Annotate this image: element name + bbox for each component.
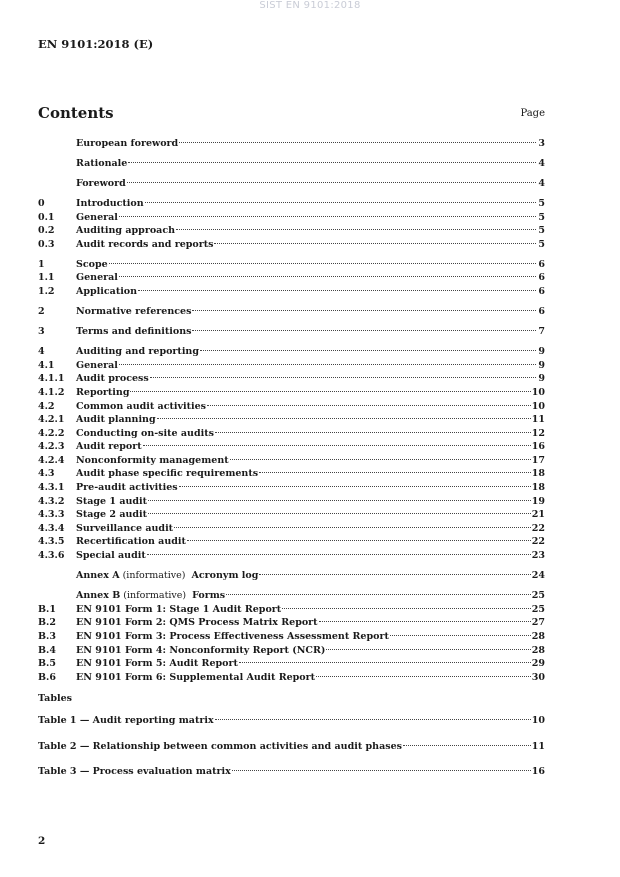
- dot-leader: [148, 513, 531, 514]
- toc-entry[interactable]: [38, 589, 545, 603]
- entry-title-text: Foreword: [76, 178, 126, 190]
- dot-leader: [259, 574, 530, 575]
- dot-leader: [109, 263, 536, 264]
- entry-title: [76, 285, 137, 299]
- entry-page: 10: [531, 386, 545, 398]
- dot-leader: [200, 350, 536, 351]
- entry-title-text: Pre-audit activities: [76, 482, 178, 494]
- entry-title-text: Scope: [76, 258, 108, 270]
- entry-title: [76, 589, 225, 603]
- toc-entry[interactable]: [38, 454, 545, 468]
- toc-entry[interactable]: [38, 549, 545, 563]
- entry-page: 6: [538, 305, 545, 317]
- entry-number: 4.3.6: [38, 550, 65, 562]
- dot-leader: [157, 418, 531, 419]
- entry-title: [76, 508, 147, 522]
- dot-leader: [174, 527, 531, 528]
- entry-title: [76, 137, 178, 151]
- tables-heading: Tables: [38, 693, 72, 705]
- entry-title-text: Audit phase specific requirements: [76, 468, 259, 480]
- entry-title-text: Audit process: [76, 373, 149, 385]
- entry-page: 22: [531, 522, 545, 534]
- toc-entry[interactable]: [38, 400, 545, 414]
- entry-title-text: Auditing approach: [76, 225, 176, 237]
- toc-entry[interactable]: [38, 238, 545, 252]
- entry-title: [76, 481, 178, 495]
- dot-leader: [187, 540, 531, 541]
- toc-entry[interactable]: [38, 522, 545, 536]
- entry-page: 28: [531, 644, 545, 656]
- entry-page: 10: [531, 400, 545, 412]
- entry-title-text: Normative references: [76, 305, 192, 317]
- dot-leader: [232, 770, 531, 771]
- watermark: SIST EN 9101:2018: [259, 0, 361, 11]
- entry-page: 5: [538, 211, 545, 223]
- entry-title-text: Annex A: [76, 570, 120, 582]
- toc-entry[interactable]: [38, 495, 545, 509]
- dot-leader: [128, 162, 536, 163]
- entry-page: 19: [531, 495, 545, 507]
- dot-leader: [230, 459, 531, 460]
- dot-leader: [282, 608, 531, 609]
- dot-leader: [150, 377, 536, 378]
- entry-title: [76, 325, 191, 339]
- toc-entry[interactable]: [38, 258, 545, 272]
- toc-entry[interactable]: [38, 644, 545, 658]
- toc-entry[interactable]: [38, 671, 545, 685]
- entry-number: 0.2: [38, 225, 55, 237]
- toc-entry[interactable]: [38, 211, 545, 225]
- entry-title-text: EN 9101 Form 6: Supplemental Audit Report: [76, 671, 316, 683]
- toc-entry[interactable]: [38, 224, 545, 238]
- dot-leader: [207, 405, 531, 406]
- dot-leader: [215, 719, 531, 720]
- entry-page: 6: [538, 272, 545, 284]
- toc-entry[interactable]: [38, 372, 545, 386]
- toc-entry[interactable]: [38, 616, 545, 630]
- entry-title-text: Application: [76, 285, 138, 297]
- entry-title: [38, 740, 402, 754]
- entry-title: [76, 535, 186, 549]
- toc-entry[interactable]: [38, 345, 545, 359]
- entry-title: [76, 413, 156, 427]
- entry-title-text: Audit report: [76, 441, 142, 453]
- entry-page: 16: [531, 441, 545, 453]
- entry-title-text: Introduction: [76, 198, 144, 210]
- entry-page: 25: [531, 590, 545, 602]
- entry-title-text: EN 9101 Form 5: Audit Report: [76, 658, 238, 670]
- entry-title: [76, 258, 108, 272]
- entry-page: 22: [531, 536, 545, 548]
- entry-page: 27: [531, 617, 545, 629]
- entry-title-text: Rationale: [76, 158, 128, 170]
- entry-title-text: Nonconformity management: [76, 454, 229, 466]
- entry-number: 4.2.4: [38, 454, 65, 466]
- entry-title: [76, 495, 147, 509]
- contents-title: Contents: [38, 104, 114, 122]
- entry-number: B.2: [38, 617, 56, 629]
- entry-page: 18: [531, 482, 545, 494]
- dot-leader: [192, 330, 536, 331]
- entry-number: 1.2: [38, 285, 55, 297]
- dot-leader: [192, 310, 536, 311]
- toc-entry[interactable]: [38, 386, 545, 400]
- entry-title-tail: Forms: [192, 590, 226, 602]
- entry-title-text: Recertification audit: [76, 536, 186, 548]
- spacer: [38, 753, 545, 765]
- entry-page: 5: [538, 239, 545, 251]
- entry-number: 4.3.1: [38, 482, 65, 494]
- entry-title: [76, 657, 238, 671]
- dot-leader: [179, 142, 536, 143]
- dot-leader: [259, 472, 531, 473]
- dot-leader: [138, 290, 536, 291]
- table-list-entry[interactable]: [38, 714, 545, 728]
- entry-page: 6: [538, 258, 545, 270]
- entry-title: [76, 177, 126, 191]
- toc-entry[interactable]: [38, 359, 545, 373]
- entry-title: [76, 386, 129, 400]
- entry-number: 1: [38, 258, 45, 270]
- table-list-entry[interactable]: [38, 740, 545, 754]
- dot-leader: [226, 594, 531, 595]
- entry-number: 0: [38, 198, 45, 210]
- entry-page: 6: [538, 285, 545, 297]
- entry-number: B.5: [38, 658, 56, 670]
- entry-title: [76, 197, 144, 211]
- entry-number: B.4: [38, 644, 56, 656]
- entry-title: [76, 224, 175, 238]
- entry-number: 0.1: [38, 211, 55, 223]
- entry-title: [76, 305, 191, 319]
- entry-title-text: EN 9101 Form 1: Stage 1 Audit Report: [76, 603, 282, 615]
- entry-title: [76, 644, 325, 658]
- entry-page: 23: [531, 550, 545, 562]
- toc-entry[interactable]: [38, 569, 545, 583]
- entry-title: [76, 569, 258, 583]
- entry-page: 9: [538, 346, 545, 358]
- entry-number: 1.1: [38, 272, 55, 284]
- dot-leader: [147, 554, 531, 555]
- entry-title: [76, 454, 229, 468]
- toc-entry[interactable]: [38, 177, 545, 191]
- entry-number: 3: [38, 326, 45, 338]
- toc-entry[interactable]: [38, 285, 545, 299]
- toc-entry[interactable]: [38, 137, 545, 151]
- entry-title-text: Reporting: [76, 386, 130, 398]
- toc-entry[interactable]: [38, 157, 545, 171]
- entry-title: [38, 765, 231, 779]
- entry-page: 5: [538, 225, 545, 237]
- entry-title-qualifier: (informative): [119, 570, 192, 582]
- entry-number: B.3: [38, 631, 56, 642]
- entry-title: [76, 603, 281, 617]
- entry-title-text: Table 1 — Audit reporting matrix: [38, 714, 214, 726]
- entry-title-text: General: [76, 359, 118, 371]
- entry-title-text: Table 2 — Relationship between common activities and audit phases: [38, 740, 402, 752]
- entry-title: [76, 345, 199, 359]
- toc-entry[interactable]: [38, 305, 545, 319]
- entry-title-text: Audit planning: [76, 414, 156, 426]
- entry-title-text: Audit records and reports: [76, 239, 214, 251]
- dot-leader: [403, 745, 531, 746]
- entry-title-text: Terms and definitions: [76, 326, 192, 338]
- toc-entry[interactable]: [38, 630, 545, 644]
- entry-number: 4.2: [38, 400, 55, 412]
- entry-title-text: Stage 2 audit: [76, 509, 148, 521]
- page-number: 2: [38, 835, 46, 847]
- entry-number: B.6: [38, 671, 56, 683]
- dot-leader: [326, 649, 530, 650]
- dot-leader: [215, 432, 531, 433]
- entry-number: 4.2.3: [38, 441, 65, 453]
- dot-leader: [143, 445, 531, 446]
- entry-title-text: Annex B: [76, 590, 121, 602]
- entry-number: 4.3.3: [38, 509, 65, 521]
- entry-page: 4: [538, 178, 545, 190]
- dot-leader: [390, 635, 531, 636]
- dot-leader: [127, 182, 536, 183]
- entry-title-text: General: [76, 211, 118, 223]
- entry-title: [76, 522, 173, 536]
- entry-page: 12: [531, 427, 545, 439]
- entry-page: 7: [538, 326, 545, 338]
- entry-page: 30: [531, 671, 545, 683]
- entry-title: [76, 630, 389, 644]
- entry-title: [76, 372, 149, 386]
- dot-leader: [145, 202, 536, 203]
- entry-title-text: Special audit: [76, 550, 146, 562]
- entry-page: 11: [531, 740, 545, 752]
- entry-title: [76, 671, 315, 685]
- dot-leader: [119, 364, 536, 365]
- entry-page: 3: [538, 138, 545, 149]
- entry-number: 4.1: [38, 359, 55, 371]
- page-column-label: Page: [520, 108, 545, 119]
- spacer: [38, 728, 545, 740]
- entry-title-text: EN 9101 Form 3: Process Effectiveness Assessment Report: [76, 631, 389, 642]
- entry-page: 16: [531, 766, 545, 778]
- entry-number: 4.3.4: [38, 522, 65, 534]
- entry-title: [76, 157, 127, 171]
- entry-page: 25: [531, 603, 545, 615]
- entry-title: [76, 549, 146, 563]
- dot-leader: [319, 621, 531, 622]
- toc-entry[interactable]: [38, 440, 545, 454]
- entry-title-qualifier: (informative): [120, 590, 193, 602]
- document-id: EN 9101:2018 (E): [38, 37, 154, 51]
- entry-title-text: EN 9101 Form 2: QMS Process Matrix Report: [76, 617, 318, 629]
- toc-entry[interactable]: [38, 508, 545, 522]
- entry-number: 4.1.1: [38, 373, 65, 385]
- toc-entry[interactable]: [38, 197, 545, 211]
- entry-number: 4.1.2: [38, 386, 65, 398]
- dot-leader: [148, 500, 531, 501]
- toc-entry[interactable]: [38, 271, 545, 285]
- entry-title: [38, 714, 214, 728]
- entry-title: [76, 359, 118, 373]
- entry-title: [76, 400, 206, 414]
- entry-number: 4.3.2: [38, 495, 65, 507]
- entry-title-text: European foreword: [76, 138, 179, 149]
- toc-entry[interactable]: [38, 413, 545, 427]
- entry-page: 18: [531, 468, 545, 480]
- toc-entry[interactable]: [38, 657, 545, 671]
- toc-entry[interactable]: [38, 535, 545, 549]
- entry-title-text: Surveillance audit: [76, 522, 174, 534]
- entry-page: 5: [538, 198, 545, 210]
- entry-title-text: Table 3 — Process evaluation matrix: [38, 766, 231, 778]
- dot-leader: [179, 486, 531, 487]
- entry-page: 28: [531, 631, 545, 642]
- entry-page: 4: [538, 158, 545, 170]
- entry-title-text: General: [76, 272, 118, 284]
- entry-title-text: Stage 1 audit: [76, 495, 148, 507]
- entry-number: 4.3.5: [38, 536, 65, 548]
- toc-entry[interactable]: [38, 325, 545, 339]
- toc-entry[interactable]: [38, 481, 545, 495]
- dot-leader: [239, 662, 531, 663]
- entry-title-text: Auditing and reporting: [76, 346, 199, 358]
- entry-number: 0.3: [38, 239, 55, 251]
- toc-entry[interactable]: [38, 603, 545, 617]
- entry-title: [76, 238, 213, 252]
- entry-title: [76, 271, 118, 285]
- table-of-contents: [38, 137, 545, 779]
- entry-page: 21: [531, 509, 545, 521]
- entry-title-tail: Acronym log: [191, 570, 259, 582]
- dot-leader: [214, 243, 536, 244]
- entry-page: 11: [531, 414, 545, 426]
- entry-title: [76, 616, 318, 630]
- entry-page: 17: [531, 454, 545, 466]
- toc-entry[interactable]: [38, 427, 545, 441]
- entry-page: 10: [531, 714, 545, 726]
- entry-number: B.1: [38, 603, 56, 615]
- entry-title-text: Conducting on-site audits: [76, 427, 214, 439]
- dot-leader: [176, 229, 536, 230]
- entry-number: 4.2.2: [38, 427, 65, 439]
- dot-leader: [316, 676, 531, 677]
- entry-number: 4.2.1: [38, 414, 65, 426]
- table-list-entry[interactable]: [38, 765, 545, 779]
- entry-title: [76, 427, 214, 441]
- dot-leader: [130, 391, 530, 392]
- entry-page: 24: [531, 570, 545, 582]
- dot-leader: [119, 216, 536, 217]
- entry-title: [76, 211, 118, 225]
- entry-title-text: EN 9101 Form 4: Nonconformity Report (NCR): [76, 644, 326, 656]
- entry-number: 4.3: [38, 468, 55, 480]
- entry-page: 29: [531, 658, 545, 670]
- entry-title: [76, 440, 142, 454]
- entry-number: 2: [38, 305, 45, 317]
- entry-page: 9: [538, 359, 545, 371]
- dot-leader: [119, 276, 536, 277]
- entry-page: 9: [538, 373, 545, 385]
- toc-entry[interactable]: [38, 467, 545, 481]
- entry-title-text: Common audit activities: [76, 400, 207, 412]
- entry-number: 4: [38, 346, 45, 358]
- entry-title: [76, 467, 258, 481]
